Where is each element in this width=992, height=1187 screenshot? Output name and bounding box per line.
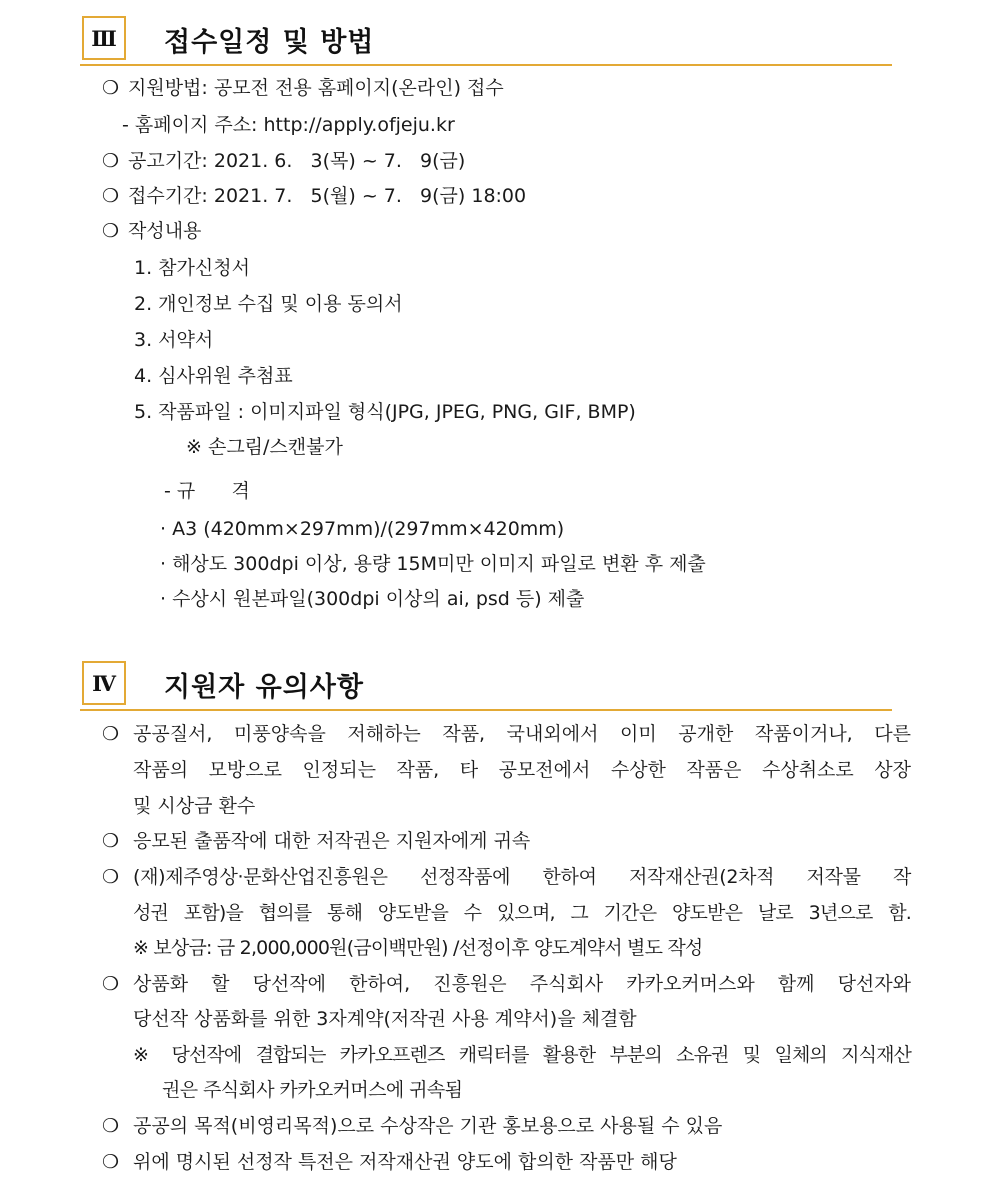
circle-bullet-icon: ❍ [102, 1115, 120, 1137]
contents-label: 작성내용 [128, 220, 202, 242]
notice-3-note: ※ 보상금: 금 2,000,000원(금이백만원) /선정이후 양도계약서 별도 작성 [133, 937, 703, 959]
notice-2: 응모된 출품작에 대한 저작권은 지원자에게 귀속 [133, 830, 531, 852]
list-item: 2. 개인정보 수집 및 이용 동의서 [134, 293, 403, 315]
section-3-header [80, 16, 892, 66]
spec-item: · 해상도 300dpi 이상, 용량 15M미만 이미지 파일로 변환 후 제출 [160, 553, 706, 575]
method-line [102, 76, 504, 100]
section-4-number: Ⅳ [82, 661, 126, 705]
list-item: 3. 서약서 [134, 329, 214, 351]
circle-bullet-icon: ❍ [102, 973, 120, 995]
notice-4-note-line-1: ※ 당선작에 결합되는 카카오프렌즈 캐릭터를 활용한 부분의 소유권 및 일체의 지식재산 [133, 1044, 911, 1066]
notice-1-line-2: 작품의 모방으로 인정되는 작품, 타 공모전에서 수상한 작품은 수상취소로 상장 [133, 759, 911, 781]
notice-1-line-1: 공공질서, 미풍양속을 저해하는 작품, 국내외에서 이미 공개한 작품이거나, 다른 [133, 723, 911, 745]
section-3-number: Ⅲ [82, 16, 126, 60]
notice-4-note-line-2: 권은 주식회사 카카오커머스에 귀속됨 [162, 1079, 463, 1101]
notice-5: 공공의 목적(비영리목적)으로 수상작은 기관 홍보용으로 사용될 수 있음 [133, 1115, 723, 1137]
circle-bullet-icon: ❍ [102, 185, 120, 207]
circle-bullet-icon: ❍ [102, 150, 120, 172]
section-4-header [80, 661, 892, 711]
announce-line [102, 149, 465, 173]
notice-3-line-2: 성권 포함)을 협의를 통해 양도받을 수 있으며, 그 기간은 양도받은 날로 3년으로 함. [133, 902, 911, 924]
spec-label: - 규 격 [164, 480, 250, 502]
notice-6: 위에 명시된 선정작 특전은 저작재산권 양도에 합의한 작품만 해당 [133, 1151, 677, 1173]
method-text: 지원방법: 공모전 전용 홈페이지(온라인) 접수 [128, 77, 504, 99]
section-4-title: 지원자 유의사항 [164, 672, 364, 703]
section-3-title: 접수일정 및 방법 [164, 27, 375, 58]
list-item: 5. 작품파일 : 이미지파일 형식(JPG, JPEG, PNG, GIF, BMP) [134, 401, 636, 423]
circle-bullet-icon: ❍ [102, 220, 120, 242]
notice-3-line-1: (재)제주영상·문화산업진흥원은 선정작품에 한하여 저작재산권(2차적 저작물 작 [133, 866, 911, 888]
contents-line [102, 219, 201, 243]
notice-4-line-2: 당선작 상품화를 위한 3자계약(저작권 사용 계약서)을 체결함 [133, 1008, 637, 1030]
spec-item: · 수상시 원본파일(300dpi 이상의 ai, psd 등) 제출 [160, 588, 585, 610]
receipt-line [102, 184, 526, 208]
notice-1-line-3: 및 시상금 환수 [133, 795, 256, 817]
circle-bullet-icon: ❍ [102, 830, 120, 852]
circle-bullet-icon: ❍ [102, 1151, 120, 1173]
list-item: 4. 심사위원 추첨표 [134, 365, 293, 387]
notice-4-line-1: 상품화 할 당선작에 한하여, 진흥원은 주식회사 카카오커머스와 함께 당선자와 [133, 973, 911, 995]
homepage-line: - 홈페이지 주소: http://apply.ofjeju.kr [122, 114, 455, 136]
circle-bullet-icon: ❍ [102, 723, 120, 745]
list-item: 1. 참가신청서 [134, 257, 250, 279]
announce-text: 공고기간: 2021. 6. 3(목) ~ 7. 9(금) [128, 150, 466, 172]
spec-item: · A3 (420mm×297mm)/(297mm×420mm) [160, 518, 565, 540]
circle-bullet-icon: ❍ [102, 77, 120, 99]
receipt-text: 접수기간: 2021. 7. 5(월) ~ 7. 9(금) 18:00 [128, 185, 527, 207]
circle-bullet-icon: ❍ [102, 866, 120, 888]
handdrawn-note: ※ 손그림/스캔불가 [186, 436, 343, 458]
